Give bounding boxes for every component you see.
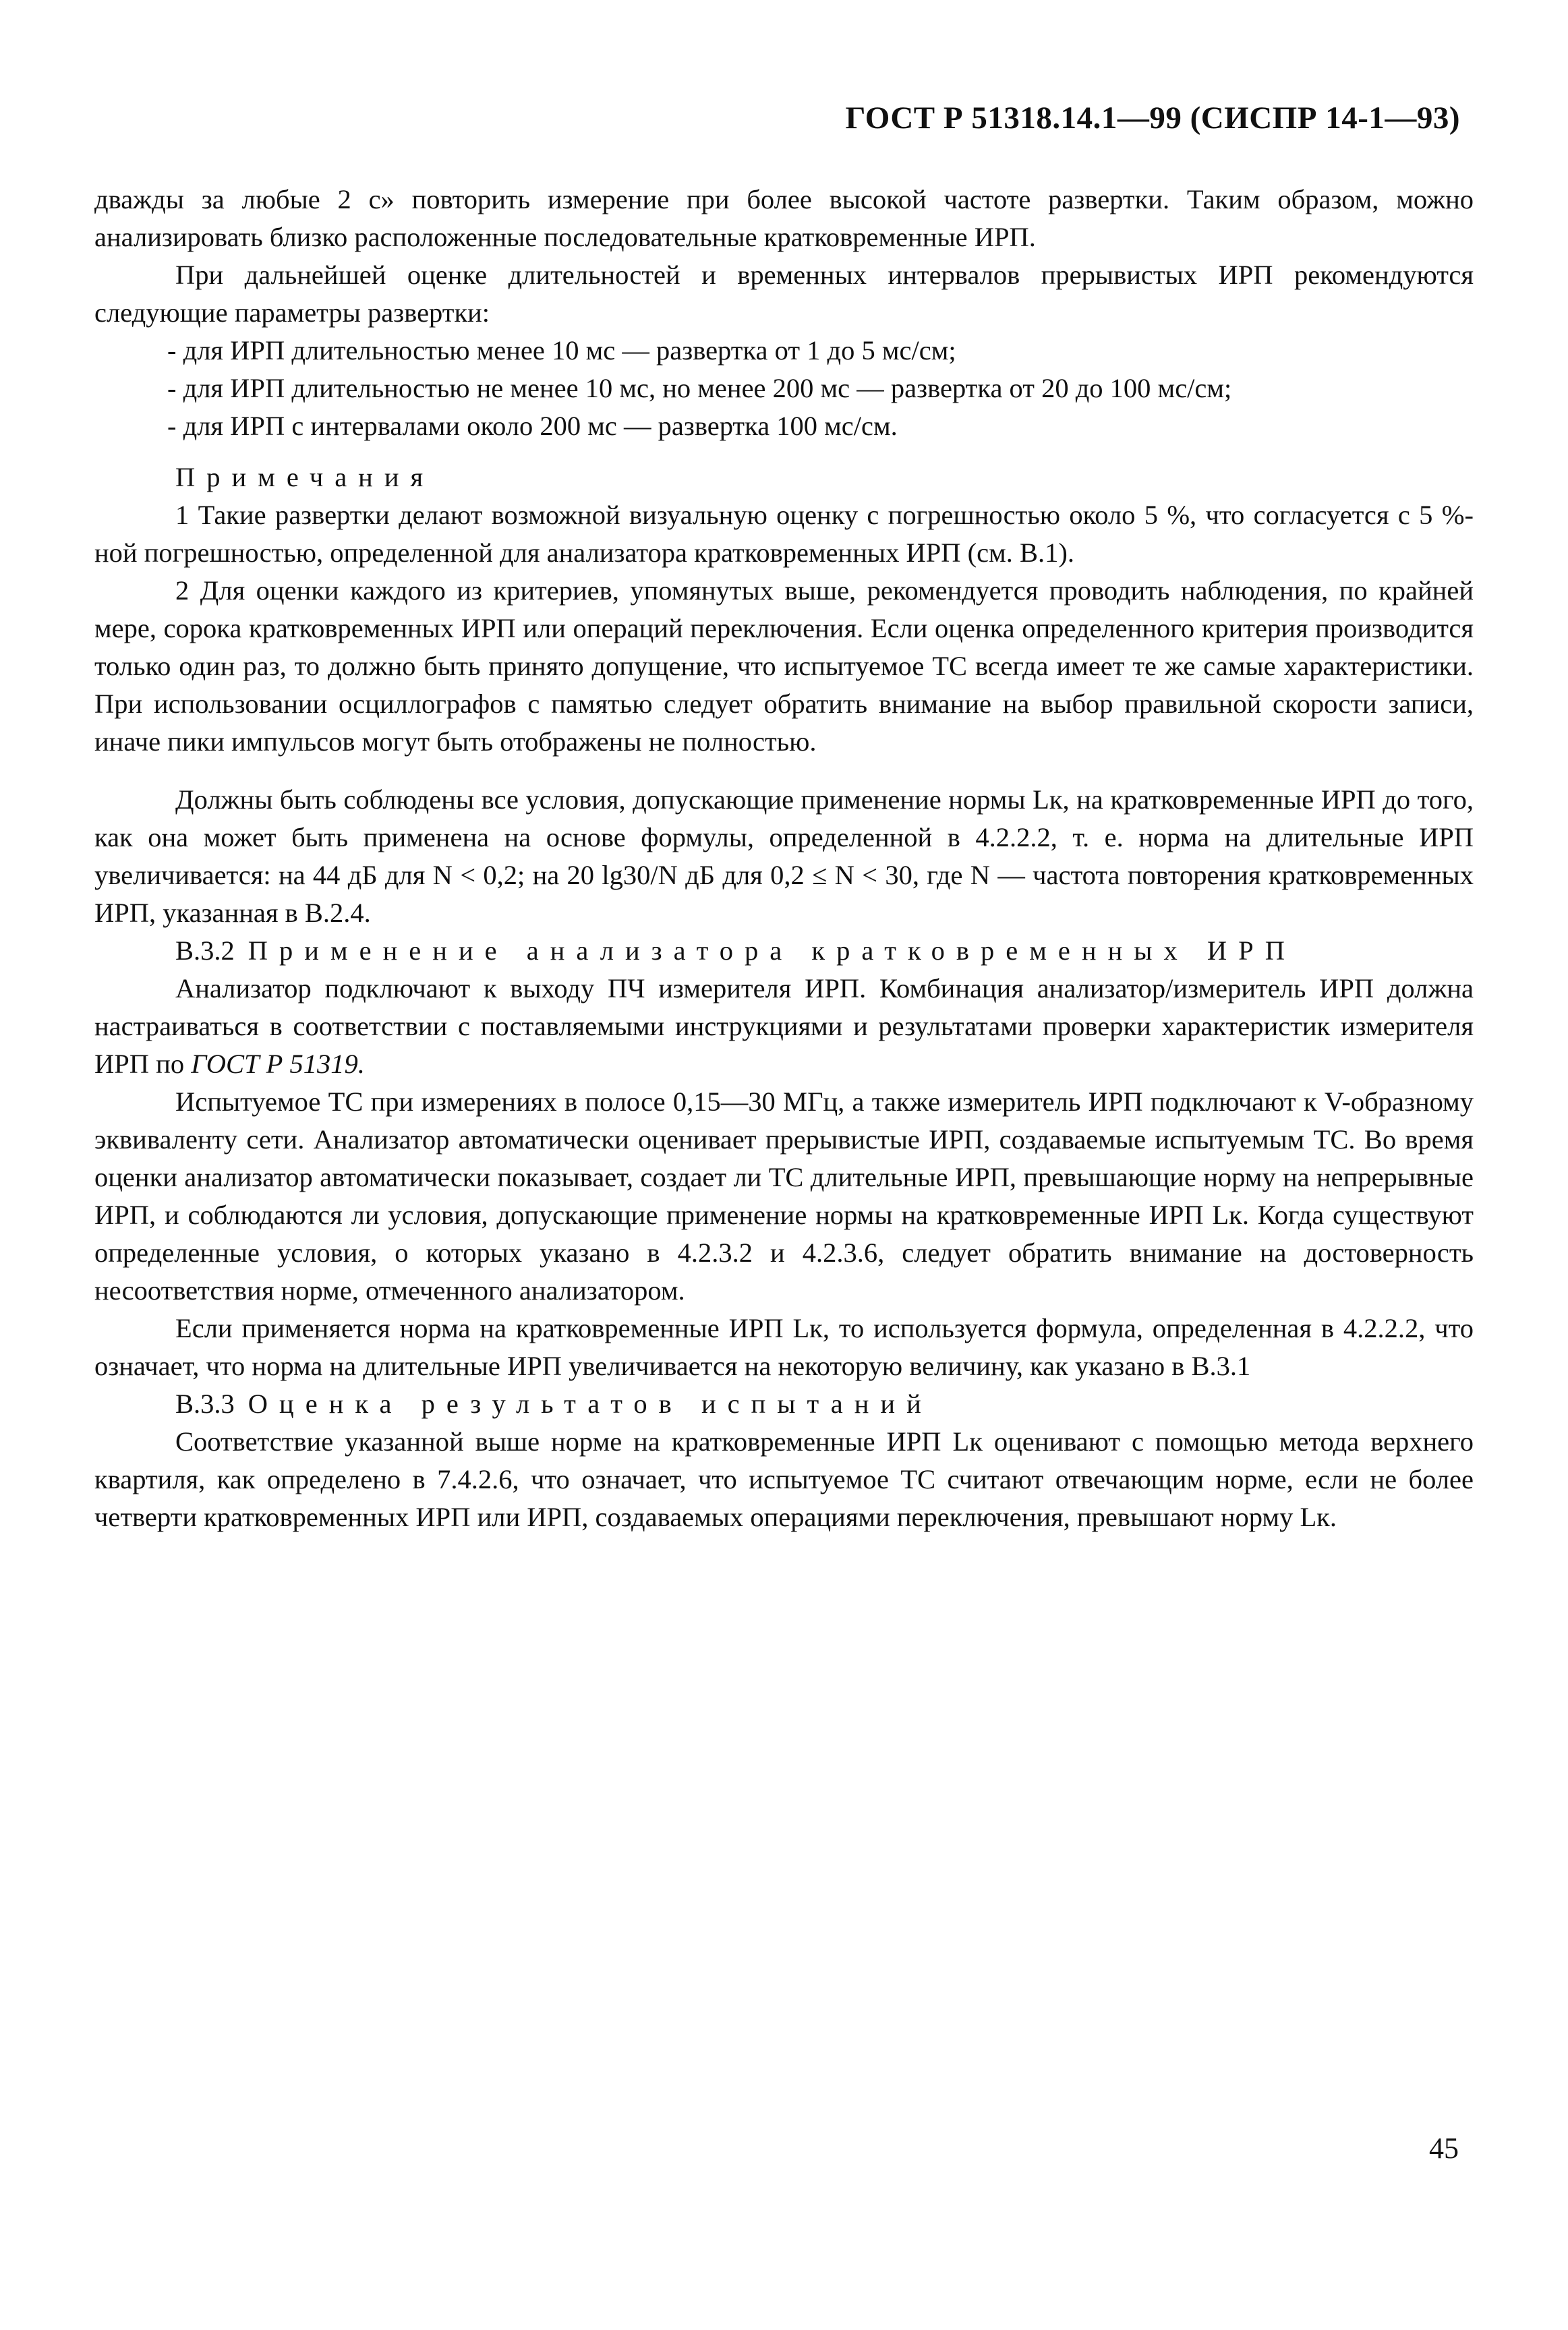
paragraph-norm-formula: Если применяется норма на кратковременные ИРП Lк, то используется формула, определенная в 4.2.2.2, что означает, что норма на длительные ИРП увеличивается на некоторую величину, как указано в В.3.1 — [94, 1313, 1474, 1381]
section-heading-b33 — [94, 1385, 1474, 1423]
paragraph-evaluation: Соответствие указанной выше норме на кратковременные ИРП Lк оценивают с помощью метода верхнего квартиля, как определено в 7.4.2.6, что означает, что испытуемое ТС считают отвечающим норме, если не более четверти кратковременных ИРП или ИРП, создаваемых операциями переключения, превышают норму Lк. — [94, 1426, 1474, 1532]
document-header: ГОСТ Р 51318.14.1—99 (СИСПР 14-1—93) — [845, 100, 1460, 136]
paragraph-continuation: дважды за любые 2 с» повторить измерение при более высокой частоте развертки. Таким образом, можно анализировать близко расположенные последовательные кратковременные ИРП. — [94, 184, 1474, 252]
list-item: - для ИРП с интервалами около 200 мс — развертка 100 мс/см. — [167, 411, 898, 441]
paragraph-norm-conditions: Должны быть соблюдены все условия, допускающие применение нормы Lк, на кратковременные ИРП до того, как она может быть применена на основе формулы, определенной в 4.2.2.2, т. е. норма на длительные ИРП увеличивается: на 44 дБ для N < 0,2; на 20 lg30/N дБ для 0,2 ≤ N < 30, где N — частота повторения кратковременных ИРП, указанная в В.2.4. — [94, 784, 1474, 928]
list-item: - для ИРП длительностью не менее 10 мс, но менее 200 мс — развертка от 20 до 100 мс/см; — [167, 373, 1232, 403]
standard-reference: ГОСТ Р 51319. — [191, 1049, 365, 1079]
list-item: - для ИРП длительностью менее 10 мс — развертка от 1 до 5 мс/см; — [167, 335, 956, 366]
paragraph-analyzer-connection — [94, 970, 1474, 1083]
section-number: В.3.3 — [175, 1389, 235, 1419]
page-number: 45 — [1429, 2132, 1459, 2165]
section-title: Применение анализатора кратковременных ИРП — [248, 935, 1296, 966]
section-number: В.3.2 — [175, 935, 235, 966]
paragraph-test-setup: Испытуемое ТС при измерениях в полосе 0,15—30 МГц, а также измеритель ИРП подключают к V-образному эквиваленту сети. Анализатор автоматически оценивает прерывистые ИРП, создаваемые испытуемым ТС. Во время оценки анализатор автоматически показывает, создает ли ТС длительные ИРП, превышающие норму на непрерывные ИРП, и соблюдаются ли условия, допускающие применение нормы на кратковременные ИРП Lк. Когда существуют определенные условия, о которых указано в 4.2.3.2 и 4.2.3.6, следует обратить внимание на достоверность несоответствия норме, отмеченного анализатором. — [94, 1086, 1474, 1306]
section-heading-b32 — [94, 932, 1474, 970]
notes-heading: Примечания — [175, 462, 435, 492]
note-1: 1 Такие развертки делают возможной визуальную оценку с погрешностью около 5 %, что согласуется с 5 %-ной погрешностью, определенной для анализатора кратковременных ИРП (см. В.1). — [94, 500, 1474, 568]
page-body — [94, 181, 1474, 1536]
paragraph-text: Анализатор подключают к выходу ПЧ измерителя ИРП. Комбинация анализатор/измеритель ИРП должна настраиваться в соответствии с поставляемыми инструкциями и результатами проверки характеристик измерителя ИРП по — [94, 973, 1474, 1079]
section-title: Оценка результатов испытаний — [248, 1389, 933, 1419]
paragraph-sweep-parameters: При дальнейшей оценке длительностей и временных интервалов прерывистых ИРП рекомендуются следующие параметры развертки: — [94, 260, 1474, 328]
note-2: 2 Для оценки каждого из критериев, упомянутых выше, рекомендуется проводить наблюдения, по крайней мере, сорока кратковременных ИРП или операций переключения. Если оценка определенного критерия производится только один раз, то должно быть принято допущение, что испытуемое ТС всегда имеет те же самые характеристики. При использовании осциллографов с памятью следует обратить внимание на выбор правильной скорости записи, иначе пики импульсов могут быть отображены не полностью. — [94, 575, 1474, 757]
